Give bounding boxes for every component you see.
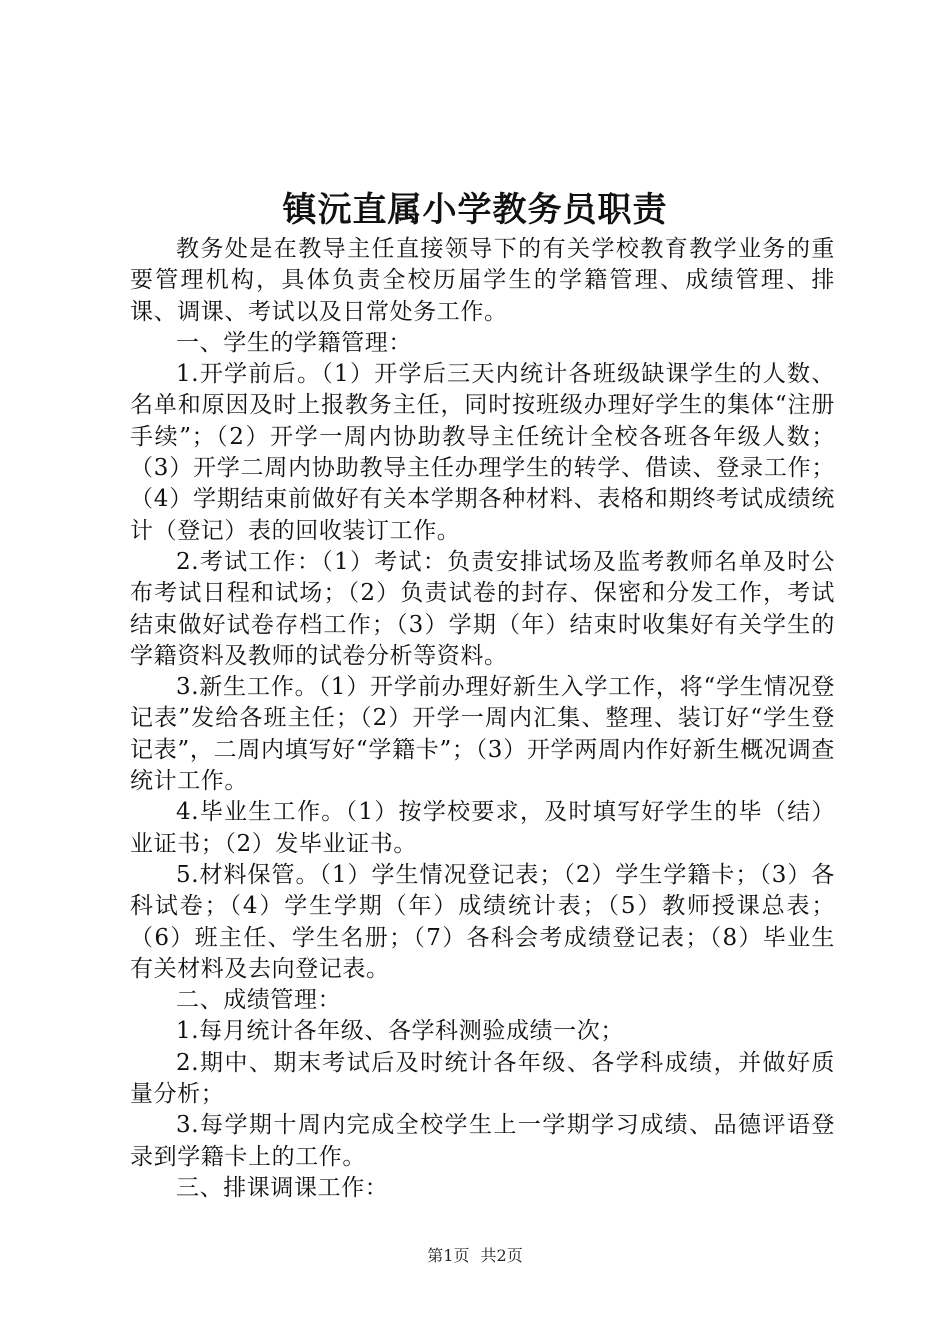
paragraph-item-materials: 5.材料保管。（1）学生情况登记表；（2）学生学籍卡；（3）各科试卷；（4）学生学期（年）成绩统计表；（5）教师授课总表；（6）班主任、学生名册；（7）各科会考成绩登记表；（8）毕业生有关材料及去向登记表。 <box>130 861 835 982</box>
section-heading-scheduling: 三、排课调课工作： <box>176 1174 389 1201</box>
paragraph-item-start-of-term: 1.开学前后。（1）开学后三天内统计各班级缺课学生的人数、名单和原因及时上报教务主任，同时按班级办理好学生的集体“注册手续”；（2）开学一周内协助教导主任统计全校各班各年级人数；（3）开学二周内协助教导主任办理学生的转学、借读、登录工作；（4）学期结束前做好有关本学期各种材料、表格和期终考试成绩统计（登记）表的回收装订工作。 <box>130 361 835 544</box>
paragraph-item-monthly-stats: 1.每月统计各年级、各学科测验成绩一次； <box>176 1018 624 1045</box>
document-body <box>130 234 835 1204</box>
document-title: 镇沅直属小学教务员职责 <box>282 190 668 230</box>
paragraph-item-exam-stats: 2.期中、期末考试后及时统计各年级、各学科成绩，并做好质量分析； <box>130 1049 835 1108</box>
paragraph-item-new-students: 3.新生工作。（1）开学前办理好新生入学工作，将“学生情况登记表”发给各班主任；（2）开学一周内汇集、整理、装订好“学生登记表”，二周内填写好“学籍卡”；（3）开学两周内作好新生概况调查统计工作。 <box>130 674 835 795</box>
page-footer <box>0 1246 950 1266</box>
paragraph-item-record-entry: 3.每学期十周内完成全校学生上一学期学习成绩、品德评语登录到学籍卡上的工作。 <box>130 1112 835 1170</box>
section-heading-grades: 二、成绩管理： <box>176 987 342 1014</box>
page-total: 共2页 <box>480 1246 523 1265</box>
page-number: 第1页 <box>427 1246 470 1265</box>
paragraph-item-exams: 2.考试工作：（1）考试：负责安排试场及监考教师名单及时公布考试日程和试场；（2）负责试卷的封存、保密和分发工作，考试结束做好试卷存档工作；（3）学期（年）结束时收集好有关学生的学籍资料及教师的试卷分析等资料。 <box>130 548 835 669</box>
paragraph-item-graduates: 4.毕业生工作。（1）按学校要求，及时填写好学生的毕（结）业证书；（2）发毕业证书。 <box>130 799 835 857</box>
paragraph-intro: 教务处是在教导主任直接领导下的有关学校教育教学业务的重要管理机构，具体负责全校历届学生的学籍管理、成绩管理、排课、调课、考试以及日常处务工作。 <box>130 236 835 325</box>
section-heading-enrollment: 一、学生的学籍管理： <box>176 329 412 356</box>
